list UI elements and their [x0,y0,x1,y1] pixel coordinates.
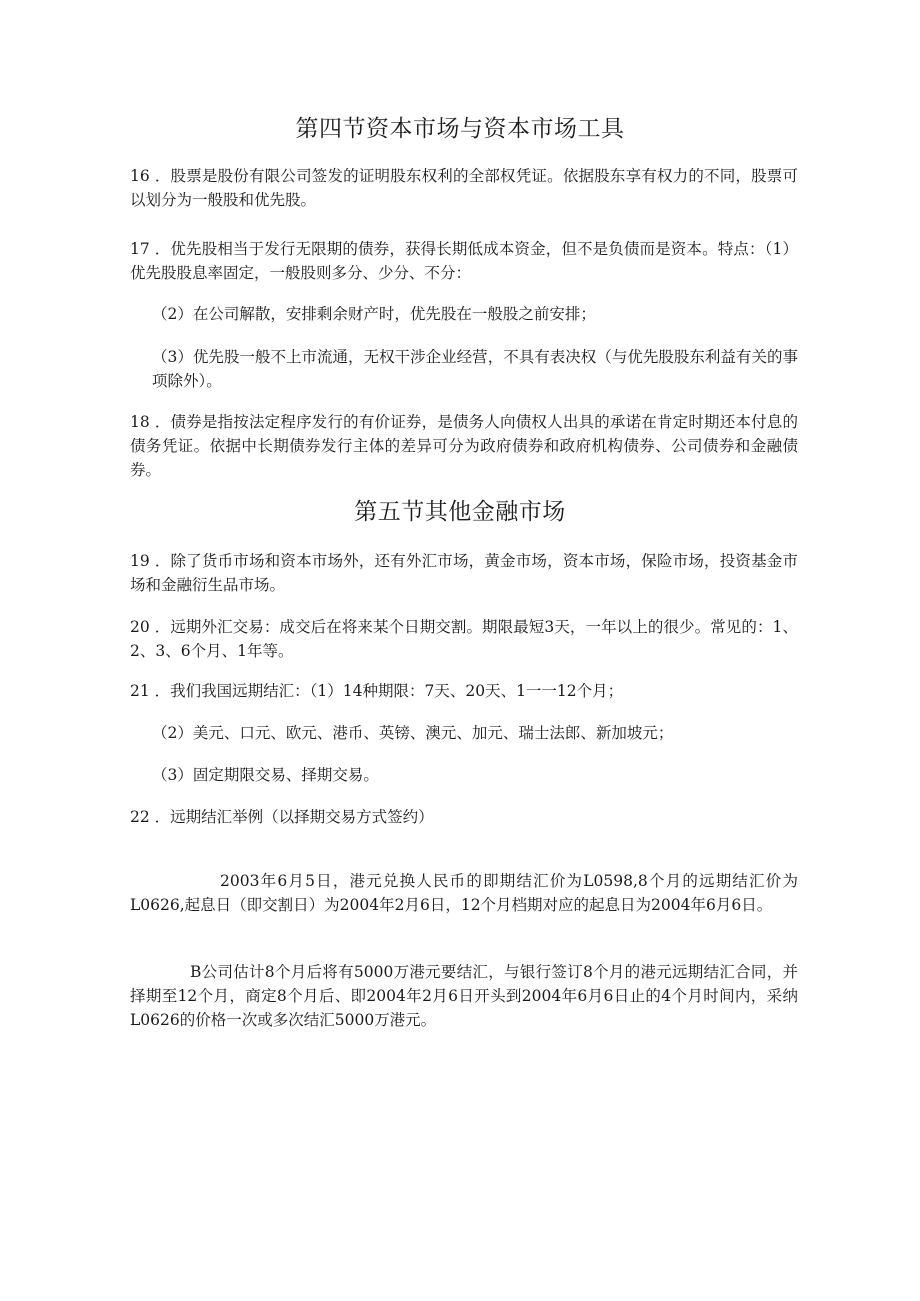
item-16: 16 ．股票是股份有限公司签发的证明股东权利的全部权凭证。依据股东享有权力的不同，股票可以划分为一般股和优先股。 [130,167,798,209]
section-5-heading: 第五节其他金融市场 [354,499,566,525]
item-17: 17 ．优先股相当于发行无限期的债券，获得长期低成本资金，但不是负债而是资本。特点：（1）优先股股息率固定，一般股则多分、少分、不分： [130,240,798,282]
section-4-heading: 第四节资本市场与资本市场工具 [295,116,625,142]
item-17-point-2: （2）在公司解散，安排剩余财产时，优先股在一般股之前安排； [152,305,596,323]
item-22: 22 ．远期结汇举例（以择期交易方式签约） [130,808,434,826]
item-18: 18 ．债券是指按法定程序发行的有价证券，是债务人向债权人出具的承诺在肯定时期还本付息的债务凭证。依据中长期债券发行主体的差异可分为政府债券和政府机构债券、公司债券和金融债券。 [130,413,798,479]
item-20: 20 ．远期外汇交易：成交后在将来某个日期交割。期限最短3天，一年以上的很少。常见的：1、2、3、6个月、1年等。 [130,618,798,660]
example-paragraph-2: B公司估计8个月后将有5000万港元要结汇，与银行签订8个月的港元远期结汇合同，并择期至12个月，商定8个月后、即2004年2月6日开头到2004年6月6日止的4个月时间内，采纳L0626的价格一次或多次结汇5000万港元。 [130,963,798,1029]
item-21: 21 ．我们我国远期结汇：（1）14种期限：7天、20天、1一一12个月； [130,682,624,700]
item-21-point-3: （3）固定期限交易、择期交易。 [152,766,379,784]
item-21-point-2: （2）美元、口元、欧元、港币、英镑、澳元、加元、瑞士法郎、新加坡元； [152,724,674,742]
item-17-point-3: （3）优先股一般不上市流通，无权干涉企业经营，不具有表决权（与优先股股东利益有关的事项除外）。 [152,348,798,390]
example-paragraph-1: 2003年6月5日，港元兑换人民币的即期结汇价为L0598,8个月的远期结汇价为L0626,起息日（即交割日）为2004年2月6日，12个月档期对应的起息日为2004年6月6日。 [130,872,798,914]
item-19: 19 ．除了货币市场和资本市场外，还有外汇市场，黄金市场，资本市场，保险市场，投资基金市场和金融衍生品市场。 [130,552,798,594]
